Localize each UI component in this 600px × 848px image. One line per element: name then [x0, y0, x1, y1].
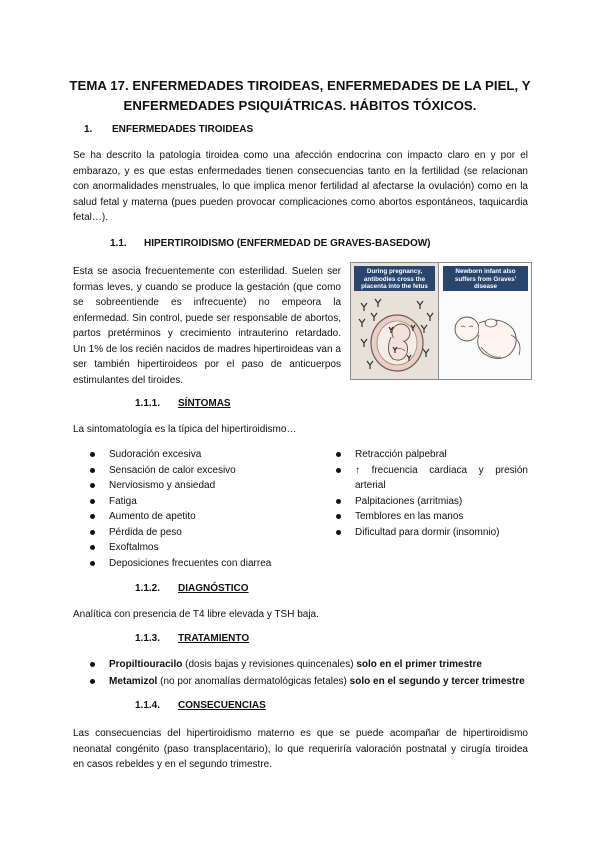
list-item: Exoftalmos [88, 540, 308, 556]
section-title: SÍNTOMAS [178, 398, 231, 409]
title-line-2: ENFERMEDADES PSIQUIÁTRICAS. HÁBITOS TÓXICOS. [123, 98, 477, 113]
paragraph-line: con anormalidades menstruales, lo que implica menor fertilidad al afectarse la ovulación) como en la [73, 181, 528, 192]
section-title: TRATAMIENTO [178, 633, 250, 644]
paragraph-line: Las consecuencias del hipertiroidismo materno es que se puede acompañar de hipertiroidismo [73, 728, 528, 739]
list-item: Deposiciones frecuentes con diarrea [88, 556, 308, 572]
section-number: 1.1.2. [135, 583, 161, 594]
document-title [60, 76, 540, 116]
paragraph-line: salud fetal y materna (pues pueden provocar complicaciones como abortos espontáneos, taquicardia [73, 196, 528, 208]
figure-caption-left: During pregnancy, antibodies cross the placenta into the fetus [354, 266, 435, 291]
section-title: CONSECUENCIAS [178, 700, 266, 711]
section-1-1-3-heading [135, 633, 249, 644]
section-1-heading [84, 124, 253, 135]
list-item: Pérdida de peso [88, 525, 308, 541]
section-title: HIPERTIROIDISMO (ENFERMEDAD DE GRAVES-BASEDOW) [144, 238, 431, 249]
paragraph-line: estimulantes del tiroides. [73, 374, 184, 386]
paragraph-line: Se ha descrito la patología tiroidea como una afección endocrina con impacto claro en y por el [73, 150, 528, 161]
paragraph-line: se sobreentiende es infrecuente) no empeora la [73, 297, 341, 308]
section-number: 1.1. [110, 238, 127, 249]
section-title: DIAGNÓSTICO [178, 583, 249, 594]
symptoms-list-right [334, 447, 528, 540]
list-item: Propiltiouracilo (dosis bajas y revisiones quincenales) solo en el primer trimestre [88, 657, 528, 673]
diagnosis-text: Analítica con presencia de T4 libre elevada y TSH baja. [73, 609, 319, 620]
paragraph-line: en casos rebeldes y en el segundo trimestre. [73, 759, 272, 770]
list-item: Aumento de apetito [88, 509, 308, 525]
symptoms-list-left [88, 447, 308, 571]
graves-pregnancy-illustration [350, 262, 532, 380]
section-number: 1.1.4. [135, 700, 161, 711]
paragraph-line: partos pretérminos y crecimiento intrauterino retardado. [73, 328, 341, 339]
list-item: Sudoración excesiva [88, 447, 308, 463]
newborn-drawing [455, 317, 520, 359]
consequences-paragraph [73, 726, 528, 773]
list-item: Nerviosismo y ansiedad [88, 478, 308, 494]
symptoms-intro: La sintomatología es la típica del hipertiroidismo… [73, 424, 297, 435]
paragraph-line: formas leves, y cuando se produce la gestación (que como [73, 281, 341, 293]
list-item: Retracción palpebral [334, 447, 528, 463]
list-item: Fatiga [88, 494, 308, 510]
paragraph-line: neonatal congénito (paso transplacentario), lo que requeriría valoración postnatal y cirugía tiroidea [73, 743, 528, 755]
section-1-1-4-heading [135, 700, 266, 711]
list-item: Dificultad para dormir (insomnio) [334, 525, 528, 541]
figure-caption-right: Newborn infant also suffers from Graves' disease [443, 266, 528, 291]
section-title: ENFERMEDADES TIROIDEAS [112, 124, 254, 135]
section-number: 1.1.3. [135, 633, 161, 644]
paragraph-line: Un 1% de los recién nacidos de madres hipertiroideas van a [73, 343, 341, 355]
section-number: 1.1.1. [135, 398, 161, 409]
list-item: Temblores en las manos [334, 509, 528, 525]
section-1-1-1-heading [135, 398, 231, 409]
treatment-list [88, 657, 528, 689]
title-line-1: TEMA 17. ENFERMEDADES TIROIDEAS, ENFERMEDADES DE LA PIEL, Y [69, 78, 531, 93]
section-1-1-2-heading [135, 583, 249, 594]
section-1-paragraph [73, 148, 528, 226]
paragraph-line: ser también hipertiroideos por el paso de anticuerpos [73, 359, 341, 370]
section-1-1-heading [110, 238, 431, 249]
section-number: 1. [84, 124, 93, 135]
paragraph-line: enfermedad. Sin control, puede ser responsable de abortos, [73, 312, 341, 324]
list-item: Metamizol (no por anomalías dermatológicas fetales) solo en el segundo y tercer trimestre [88, 674, 528, 690]
list-item: ↑ frecuencia cardiaca y presión arterial [334, 463, 528, 494]
paragraph-line: embarazo, y es que estas enfermedades tienen consecuencias tanto en la fertilidad (se relacionan [73, 165, 528, 177]
list-item: Palpitaciones (arritmias) [334, 494, 528, 510]
section-1-1-paragraph [73, 264, 341, 388]
paragraph-line: Esta se asocia frecuentemente con esterilidad. Suelen ser [73, 266, 341, 277]
list-item: Sensación de calor excesivo [88, 463, 308, 479]
paragraph-line: fetal…). [73, 212, 109, 223]
